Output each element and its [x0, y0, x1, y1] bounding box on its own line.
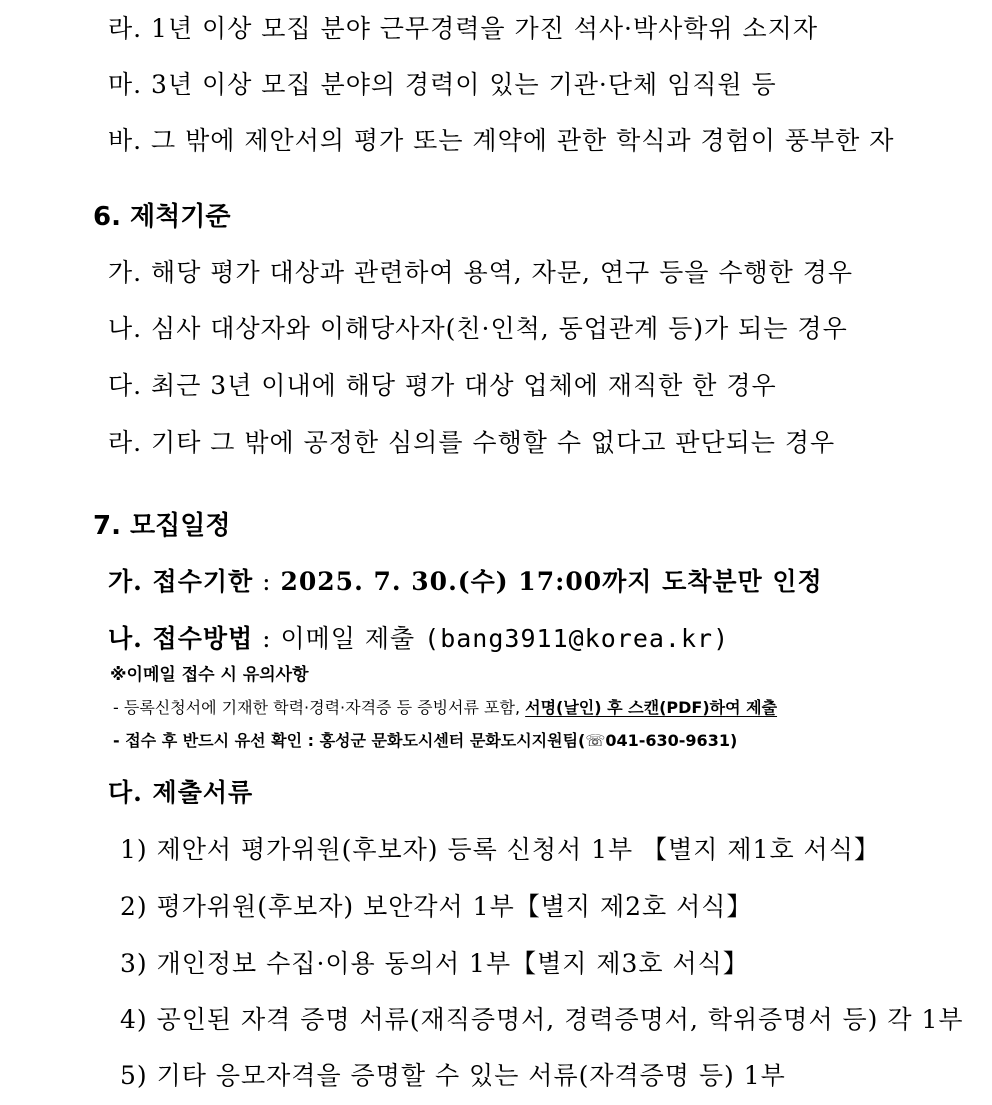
document-item-3: 3) 개인정보 수집·이용 동의서 1부【별지 제3호 서식】 [120, 949, 749, 978]
method-separator: : [253, 624, 281, 653]
method-label: 나. 접수방법 [108, 624, 254, 653]
exclusion-item-na: 나. 심사 대상자와 이해당사자(친·인척, 동업관계 등)가 되는 경우 [108, 314, 848, 343]
documents-label: 다. 제출서류 [108, 778, 254, 807]
document-item-2: 2) 평가위원(후보자) 보안각서 1부【별지 제2호 서식】 [120, 892, 753, 921]
email-notice-line-1-plain: - 등록신청서에 기재한 학력·경력·자격증 등 증빙서류 포함, [113, 698, 526, 717]
section-heading-exclusion: 6. 제척기준 [93, 202, 231, 232]
exclusion-item-ga: 가. 해당 평가 대상과 관련하여 용역, 자문, 연구 등을 수행한 경우 [108, 258, 854, 287]
deadline-label: 가. 접수기한 [108, 567, 254, 596]
deadline-separator: : [253, 567, 281, 596]
method-line [108, 626, 729, 651]
section-heading-schedule: 7. 모집일정 [93, 511, 231, 541]
document-item-4: 4) 공인된 자격 증명 서류(재직증명서, 경력증명서, 학위증명서 등) 각 1부 [120, 1005, 964, 1034]
qualification-item-ra: 라. 1년 이상 모집 분야 근무경력을 가진 석사·박사학위 소지자 [108, 14, 818, 43]
exclusion-item-da: 다. 최근 3년 이내에 해당 평가 대상 업체에 재직한 한 경우 [108, 371, 777, 400]
document-item-1: 1) 제안서 평가위원(후보자) 등록 신청서 1부 【별지 제1호 서식】 [120, 835, 880, 864]
email-notice-title: ※이메일 접수 시 유의사항 [110, 665, 309, 685]
qualification-item-ba: 바. 그 밖에 제안서의 평가 또는 계약에 관한 학식과 경험이 풍부한 자 [108, 126, 895, 155]
email-notice-line-1-emphasis: 서명(날인) 후 스캔(PDF)하여 제출 [525, 698, 778, 717]
qualification-item-ma: 마. 3년 이상 모집 분야의 경력이 있는 기관·단체 임직원 등 [108, 70, 777, 99]
deadline-value: 2025. 7. 30.(수) 17:00까지 도착분만 인정 [280, 567, 823, 596]
exclusion-item-ra: 라. 기타 그 밖에 공정한 심의를 수행할 수 없다고 판단되는 경우 [108, 428, 836, 457]
method-email: (bang3911@korea.kr) [424, 624, 730, 653]
document-item-5: 5) 기타 응모자격을 증명할 수 있는 서류(자격증명 등) 1부 [120, 1061, 786, 1090]
email-notice-line-1 [113, 700, 777, 716]
method-value: 이메일 제출 [280, 624, 425, 653]
email-notice-line-2: - 접수 후 반드시 유선 확인 : 홍성군 문화도시센터 문화도시지원팀(☏041-630-9631) [113, 731, 738, 750]
deadline-line [108, 569, 823, 594]
